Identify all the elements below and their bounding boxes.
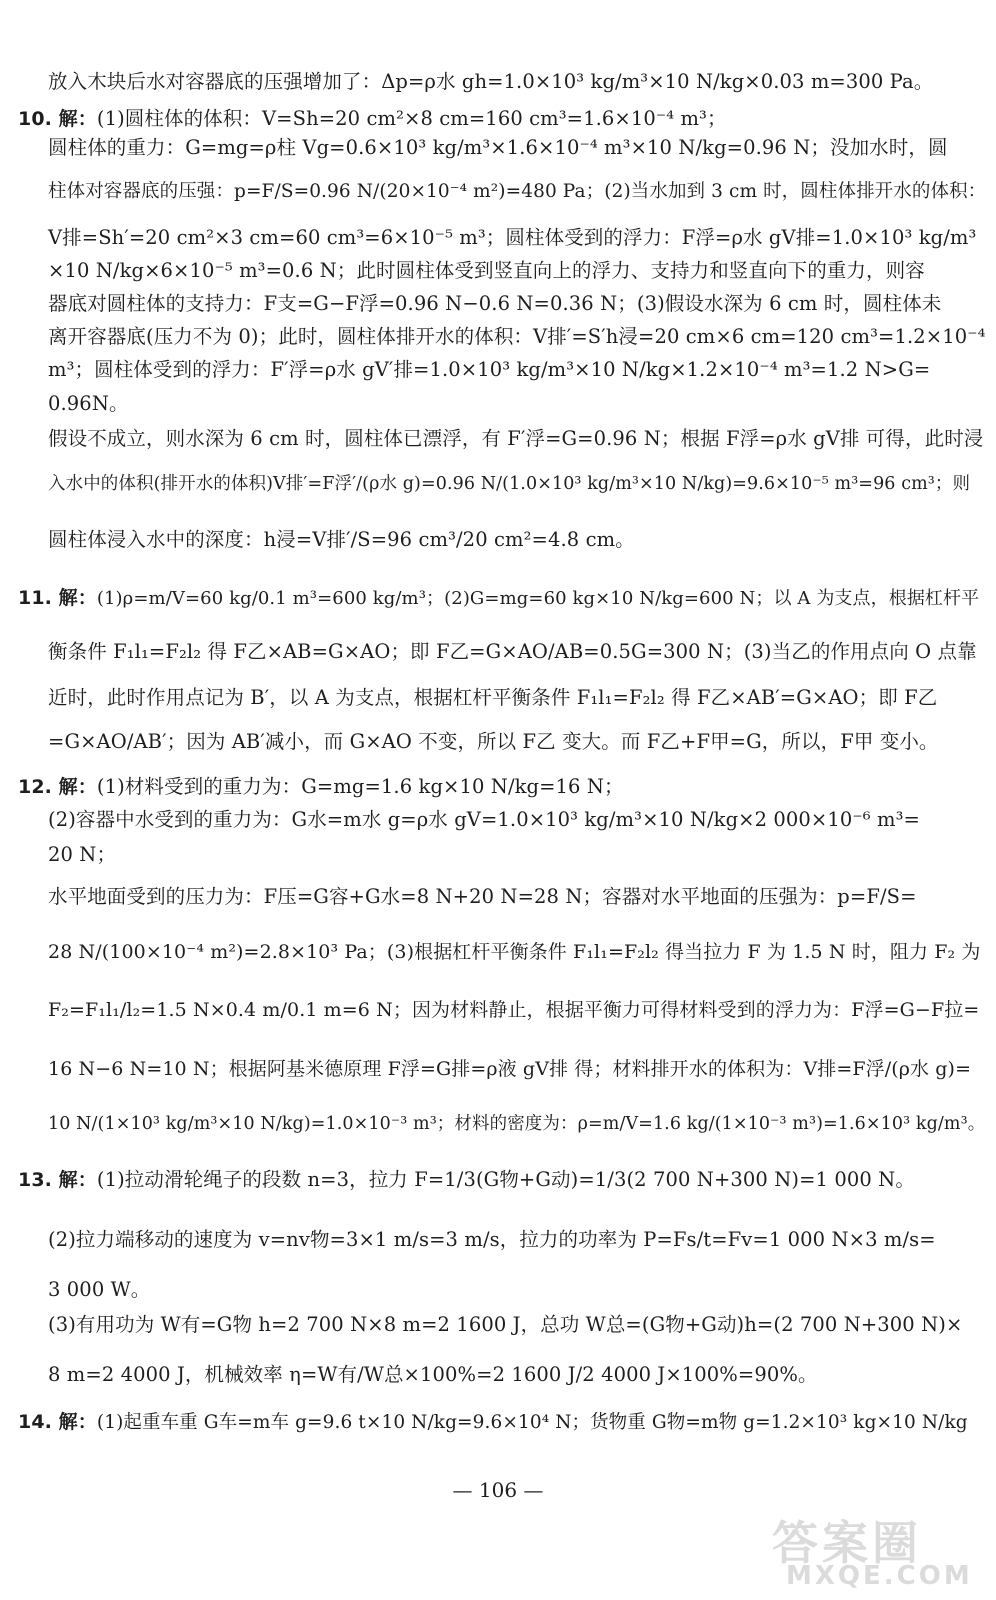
line-text: (1)圆柱体的体积：V=Sh=20 cm²×8 cm=160 cm³=1.6×10⁻⁴ m³； xyxy=(96,107,727,130)
line-text: (1)起重车重 G车=m车 g=9.6 t×10 N/kg=9.6×10⁴ N；货物重 G物=m物 g=1.2×10³ kg×10 N/kg xyxy=(96,1412,968,1433)
watermark-text-cn: 答案圈 xyxy=(772,1516,922,1570)
line-text: (1)拉动滑轮绳子的段数 n=3，拉力 F=1/3(G物+G动)=1/3(2 700 N+300 N)=1 000 N。 xyxy=(96,1168,915,1191)
watermark-text-url: MXQE.COM xyxy=(786,1561,973,1591)
line-text: 10 N/(1×10³ kg/m³×10 N/kg)=1.0×10⁻³ m³；材料的密度为：ρ=m/V=1.6 kg/(1×10⁻³ m³)=1.6×10³ kg/m³。 xyxy=(48,1114,986,1134)
text-line xyxy=(48,1057,971,1081)
text-line xyxy=(48,392,129,416)
text-line xyxy=(18,1410,968,1435)
text-line xyxy=(48,226,976,250)
text-line xyxy=(48,325,986,349)
line-text: 入水中的体积(排开水的体积)V排′=F浮′/(ρ水 g)=0.96 N/(1.0×10³ kg/m³×10 N/kg)=9.6×10⁻⁵ m³=96 cm³；则 xyxy=(48,474,971,494)
text-line xyxy=(48,640,977,664)
line-text: 20 N； xyxy=(48,843,117,866)
line-text: 水平地面受到的压力为：F压=G容+G水=8 N+20 N=28 N；容器对水平地面的压强为：p=F/S= xyxy=(48,885,917,908)
text-line xyxy=(48,259,925,283)
line-text: 放入木块后水对容器底的压强增加了：Δp=ρ水 gh=1.0×10³ kg/m³×10 N/kg×0.03 m=300 Pa。 xyxy=(48,70,934,93)
watermark-logo xyxy=(766,1505,976,1595)
text-line xyxy=(48,292,941,316)
text-line xyxy=(48,1278,150,1302)
question-number: 12. 解： xyxy=(18,776,97,798)
line-text: (1)ρ=m/V=60 kg/0.1 m³=600 kg/m³；(2)G=mg=60 kg×10 N/kg=600 N；以 A 为支点，根据杠杆平 xyxy=(96,588,980,609)
text-line xyxy=(48,998,979,1022)
line-text: 器底对圆柱体的支持力：F支=G−F浮=0.96 N−0.6 N=0.36 N；(3)假设水深为 6 cm 时，圆柱体未 xyxy=(48,292,942,315)
text-line xyxy=(48,808,920,832)
line-text: 28 N/(100×10⁻⁴ m²)=2.8×10³ Pa；(3)根据杠杆平衡条件 F₁l₁=F₂l₂ 得当拉力 F 为 1.5 N 时，阻力 F₂ 为 xyxy=(48,941,981,963)
line-text: 16 N−6 N=10 N；根据阿基米德原理 F浮=G排=ρ液 gV排 得；材料排开水的体积为：V排=F浮/(ρ水 g)= xyxy=(48,1058,972,1080)
line-text: (2)拉力端移动的速度为 v=nv物=3×1 m/s=3 m/s，拉力的功率为 P=Fs/t=Fv=1 000 N×3 m/s= xyxy=(48,1228,936,1251)
text-line xyxy=(18,107,727,131)
page-number: — 106 — xyxy=(452,1478,544,1502)
line-text: m³；圆柱体受到的浮力：F′浮=ρ水 gV′排=1.0×10³ kg/m³×10 N/kg×1.2×10⁻⁴ m³=1.2 N>G= xyxy=(48,358,931,381)
line-text: 圆柱体浸入水中的深度：h浸=V排′/S=96 cm³/20 cm²=4.8 cm。 xyxy=(48,528,635,551)
question-number: 14. 解： xyxy=(18,1411,97,1433)
line-text: 离开容器底(压力不为 0)；此时，圆柱体排开水的体积：V排′=S′h浸=20 cm×6 cm=120 cm³=1.2×10⁻⁴ xyxy=(48,325,986,348)
line-text: V排=Sh′=20 cm²×3 cm=60 cm³=6×10⁻⁵ m³；圆柱体受到的浮力：F浮=ρ水 gV排=1.0×10³ kg/m³ xyxy=(48,226,977,249)
text-line xyxy=(48,136,948,160)
text-line xyxy=(48,358,930,382)
text-line xyxy=(48,70,933,94)
text-line xyxy=(18,1168,915,1192)
line-text: 0.96N。 xyxy=(48,392,129,415)
text-line xyxy=(48,940,981,964)
line-text: 衡条件 F₁l₁=F₂l₂ 得 F乙×AB=G×AO；即 F乙=G×AO/AB=0.5G=300 N；(3)当乙的作用点向 O 点靠 xyxy=(48,640,977,663)
text-line xyxy=(18,775,624,799)
text-line xyxy=(48,1228,936,1252)
line-text: (1)材料受到的重力为：G=mg=1.6 kg×10 N/kg=16 N； xyxy=(96,775,624,798)
line-text: 柱体对容器底的压强：p=F/S=0.96 N/(20×10⁻⁴ m²)=480 Pa；(2)当水加到 3 cm 时，圆柱体排开水的体积： xyxy=(48,181,987,202)
text-line xyxy=(48,843,116,867)
line-text: 3 000 W。 xyxy=(48,1278,151,1301)
line-text: ×10 N/kg×6×10⁻⁵ m³=0.6 N；此时圆柱体受到竖直向上的浮力、支持力和竖直向下的重力，则容 xyxy=(48,259,925,282)
text-line xyxy=(48,472,970,496)
text-line xyxy=(18,586,979,611)
line-text: F₂=F₁l₁/l₂=1.5 N×0.4 m/0.1 m=6 N；因为材料静止，根据平衡力可得材料受到的浮力为：F浮=G−F拉= xyxy=(48,999,980,1021)
text-line xyxy=(48,686,937,710)
line-text: 近时，此时作用点记为 B′，以 A 为支点，根据杠杆平衡条件 F₁l₁=F₂l₂ 得 F乙×AB′=G×AO；即 F乙 xyxy=(48,686,938,709)
text-line xyxy=(48,180,986,204)
text-line xyxy=(48,885,917,909)
line-text: 假设不成立，则水深为 6 cm 时，圆柱体已漂浮，有 F′浮=G=0.96 N；根据 F浮=ρ水 gV排 可得，此时浸 xyxy=(48,427,984,450)
text-line xyxy=(48,1313,962,1337)
line-text: (2)容器中水受到的重力为：G水=m水 g=ρ水 gV=1.0×10³ kg/m³×10 N/kg×2 000×10⁻⁶ m³= xyxy=(48,808,920,831)
text-line xyxy=(48,1112,985,1136)
line-text: 圆柱体的重力：G=mg=ρ柱 Vg=0.6×10³ kg/m³×1.6×10⁻⁴ m³×10 N/kg=0.96 N；没加水时，圆 xyxy=(48,136,948,159)
question-number: 13. 解： xyxy=(18,1169,97,1191)
text-line xyxy=(48,730,939,754)
line-text: =G×AO/AB′；因为 AB′减小，而 G×AO 不变，所以 F乙 变大。而 F乙+F甲=G，所以，F甲 变小。 xyxy=(48,730,939,753)
text-line xyxy=(48,1363,818,1387)
question-number: 10. 解： xyxy=(18,108,97,130)
line-text: 8 m=2 4000 J，机械效率 η=W有/W总×100%=2 1600 J/2 4000 J×100%=90%。 xyxy=(48,1363,818,1386)
question-number: 11. 解： xyxy=(18,587,97,609)
text-line xyxy=(48,427,983,451)
text-line xyxy=(48,528,635,552)
line-text: (3)有用功为 W有=G物 h=2 700 N×8 m=2 1600 J，总功 W总=(G物+G动)h=(2 700 N+300 N)× xyxy=(48,1313,963,1336)
